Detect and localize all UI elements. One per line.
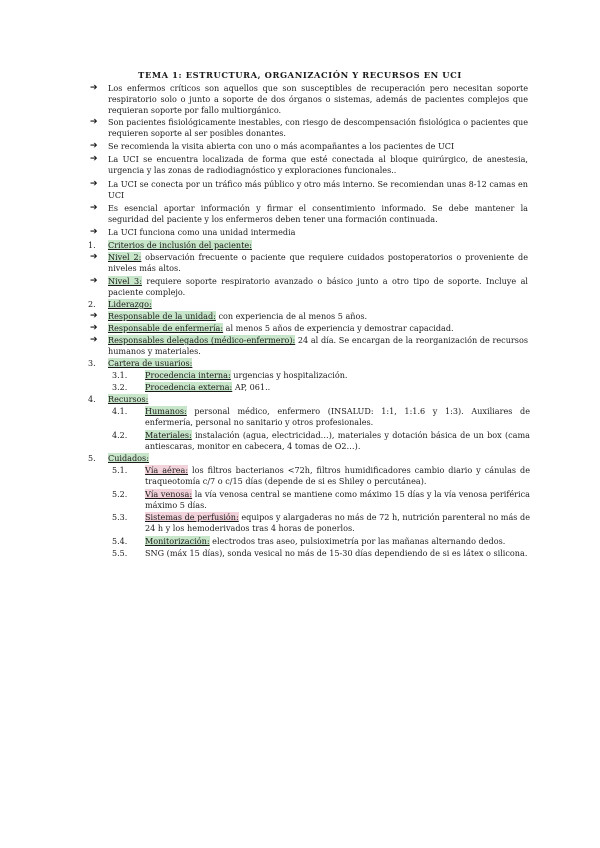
arrow-bullet-icon: ➔	[90, 323, 98, 333]
list-item	[108, 323, 528, 334]
intro-paragraph: Se recomienda la visita abierta con uno o más acompañantes a los pacientes de UCI	[108, 141, 455, 151]
section-heading	[108, 453, 528, 464]
list-item	[145, 548, 530, 559]
item-label: Materiales:	[145, 430, 192, 440]
section-heading-text: Cuidados:	[108, 453, 149, 463]
subsection-number: 5.4.	[112, 537, 128, 546]
list-item	[145, 489, 530, 511]
item-label: Vía aérea:	[145, 465, 189, 475]
item-label: Responsables delegados (médico-enfermero):	[108, 335, 296, 345]
list-item	[145, 536, 530, 547]
item-text: electrodos tras aseo, pulsioximetría por las mañanas alternando dedos.	[209, 536, 506, 546]
section-number: 4.	[88, 395, 96, 404]
list-item	[145, 512, 530, 534]
item-label: Procedencia interna:	[145, 370, 231, 380]
item-text: 24 al día. Se encargan de la reorganización de recursos humanos y materiales.	[108, 335, 528, 356]
section-number: 3.	[88, 359, 96, 368]
item-text: la vía venosa central se mantiene como máximo 15 días y la vía venosa periférica máximo 5 días.	[145, 489, 530, 510]
subsection-number: 5.3.	[112, 513, 128, 522]
section-heading-text: Recursos:	[108, 394, 149, 404]
item-text: al menos 5 años de experiencia y demostrar capacidad.	[223, 323, 454, 333]
item-text: personal médico, enfermero (INSALUD: 1:1, 1:1.6 y 1:3). Auxiliares de enfermería, personal no sanitario y otros profesionales.	[145, 406, 530, 427]
section-number: 5.	[88, 454, 96, 463]
item-label: Procedencia externa:	[145, 382, 233, 392]
item-label: Monitorización:	[145, 536, 210, 546]
list-item	[145, 465, 530, 487]
list-item	[145, 382, 530, 393]
item-label: Responsable de la unidad:	[108, 311, 216, 321]
list-item	[145, 370, 530, 381]
list-item	[108, 335, 528, 357]
item-text: observación frecuente o paciente que requiere cuidados postoperatorios o proveniente de niveles más altos.	[108, 252, 528, 273]
section-heading-text: Criterios de inclusión del paciente:	[108, 240, 252, 250]
arrow-bullet-icon: ➔	[90, 154, 98, 164]
item-label: Nivel 2:	[108, 252, 142, 262]
item-text: urgencias y hospitalización.	[230, 370, 348, 380]
intro-paragraph: La UCI se conecta por un tráfico más público y otro más interno. Se recomiendan unas 8-12 camas en UCI	[108, 179, 528, 200]
arrow-bullet-icon: ➔	[90, 276, 98, 286]
item-label: Sistemas de perfusión:	[145, 512, 239, 522]
document-title: TEMA 1: ESTRUCTURA, ORGANIZACIÓN Y RECURSOS EN UCI	[138, 70, 462, 80]
arrow-bullet-icon: ➔	[90, 117, 98, 127]
section-heading	[108, 358, 528, 369]
item-label: Vía venosa:	[145, 489, 193, 499]
item-text: SNG (máx 15 días), sonda vesical no más de 15-30 días dependiendo de si es látex o silicona.	[145, 548, 528, 558]
section-number: 1.	[88, 241, 96, 250]
section-heading	[108, 240, 528, 251]
intro-paragraph: Los enfermos críticos son aquellos que son susceptibles de recuperación pero necesitan soporte respiratorio solo o junto a soporte de dos órganos o sistemas, además de pacientes complejos que requieran soporte por fallo multiorgánico.	[108, 83, 528, 115]
subsection-number: 4.2.	[112, 431, 128, 440]
subsection-number: 5.2.	[112, 490, 128, 499]
list-item	[145, 406, 530, 428]
arrow-bullet-icon: ➔	[90, 252, 98, 262]
intro-paragraph: La UCI se encuentra localizada de forma que esté conectada al bloque quirúrgico, de anestesia, urgencia y las zonas de radiodiagnóstico y exploraciones funcionales..	[108, 154, 528, 175]
section-heading-text: Liderazgo:	[108, 299, 152, 309]
arrow-bullet-icon: ➔	[90, 311, 98, 321]
item-text: con experiencia de al menos 5 años.	[215, 311, 368, 321]
item-text: AP, 061..	[232, 382, 271, 392]
arrow-bullet-icon: ➔	[90, 227, 98, 237]
section-number: 2.	[88, 300, 96, 309]
section-heading	[108, 394, 528, 405]
subsection-number: 5.5.	[112, 549, 128, 558]
item-text: instalación (agua, electricidad…), materiales y dotación básica de un box (cama antiescaras, monitor en cabecera, 4 tomas de O2…).	[145, 430, 530, 451]
arrow-bullet-icon: ➔	[90, 203, 98, 213]
item-label: Nivel 3:	[108, 276, 142, 286]
item-text: equipos y alargaderas no más de 72 h, nutrición parenteral no más de 24 h y los hemoderivados tras 4 horas de ponerlos.	[145, 512, 531, 533]
intro-paragraph: Son pacientes fisiológicamente inestables, con riesgo de descompensación fisiológica o pacientes que requieren soporte al ser posibles donantes.	[108, 117, 528, 138]
subsection-number: 5.1.	[112, 466, 128, 475]
subsection-number: 3.1.	[112, 371, 128, 380]
intro-paragraph: Es esencial aportar información y firmar el consentimiento informado. Se debe mantener la seguridad del paciente y los enfermeros deben tener una formación continuada.	[108, 203, 528, 224]
item-label: Responsable de enfermería:	[108, 323, 224, 333]
section-heading-text: Cartera de usuarios:	[108, 358, 193, 368]
arrow-bullet-icon: ➔	[90, 179, 98, 189]
arrow-bullet-icon: ➔	[90, 335, 98, 345]
list-item	[145, 430, 530, 452]
item-text: requiere soporte respiratorio avanzado o básico junto a otro tipo de soporte. Incluye al paciente complejo.	[108, 276, 528, 297]
list-item	[108, 252, 528, 274]
section-heading	[108, 299, 528, 310]
subsection-number: 4.1.	[112, 407, 128, 416]
list-item	[108, 276, 528, 298]
intro-paragraph: La UCI funciona como una unidad intermedia	[108, 227, 296, 237]
item-text: los filtros bacterianos <72h, filtros humidificadores cambio diario y cánulas de traqueotomía c/7 o c/15 días (depende de si es Shiley o percutánea).	[145, 465, 530, 486]
item-label: Humanos:	[145, 406, 187, 416]
arrow-bullet-icon: ➔	[90, 141, 98, 151]
list-item	[108, 311, 528, 322]
arrow-bullet-icon: ➔	[90, 83, 98, 93]
subsection-number: 3.2.	[112, 383, 128, 392]
